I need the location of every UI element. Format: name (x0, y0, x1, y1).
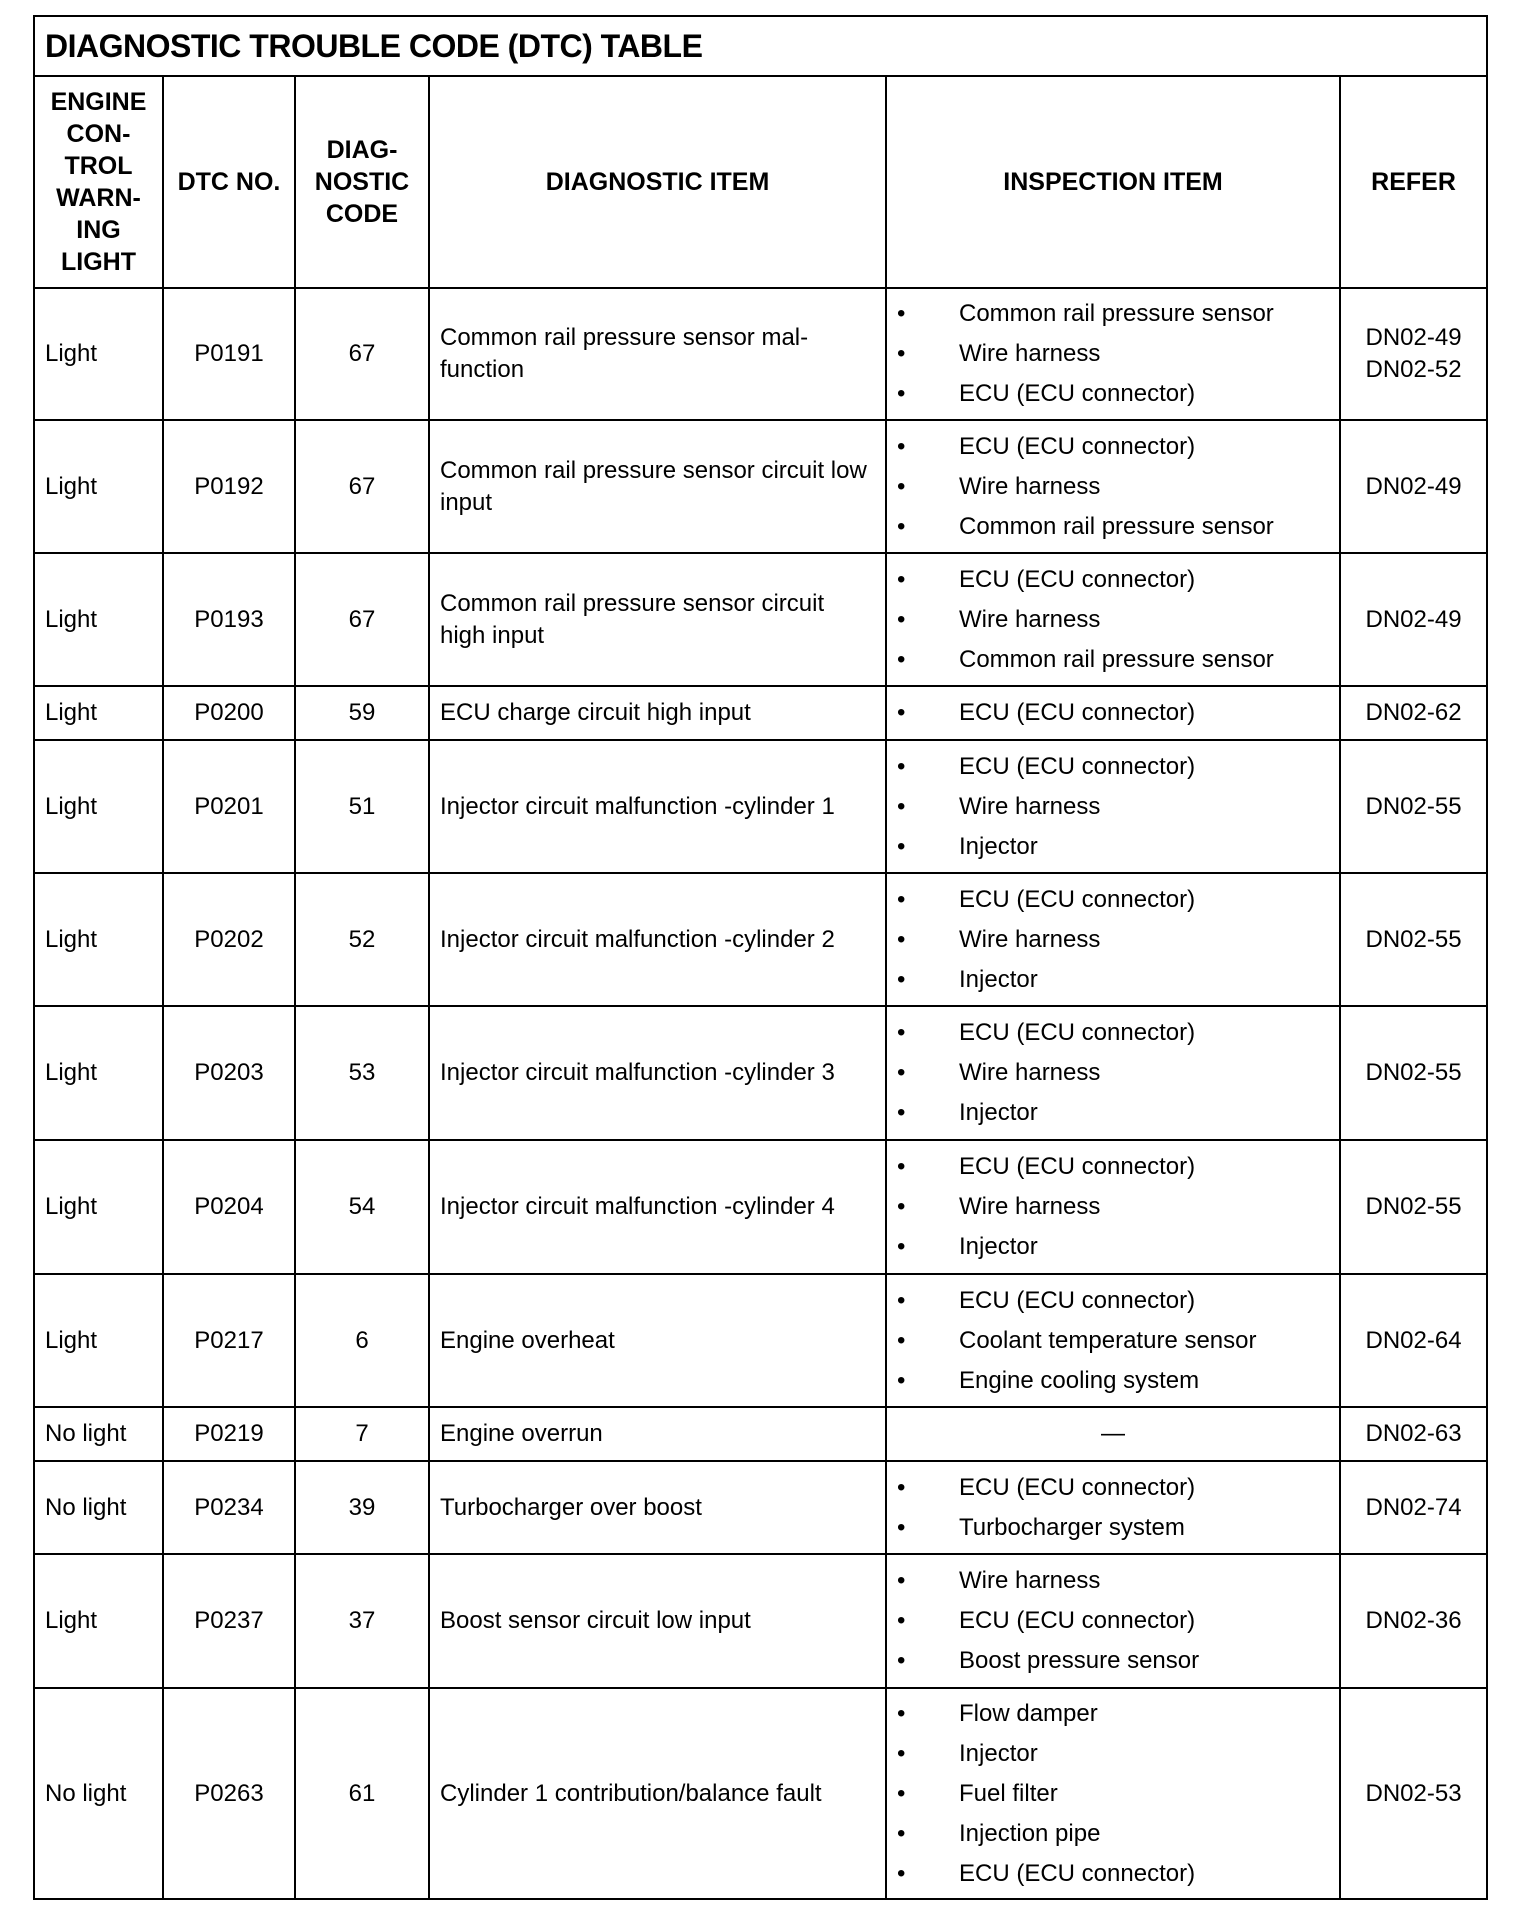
inspection-text: ECU (ECU connector) (959, 1153, 1196, 1180)
dtc-no-cell: P0193 (163, 553, 295, 686)
dtc-no-cell: P0263 (163, 1688, 295, 1899)
bullet-icon: • (897, 300, 906, 327)
refer-page-link: DN02-49 (1365, 605, 1462, 633)
header-inspection-item: INSPECTION ITEM (886, 76, 1340, 288)
inspection-list (887, 1013, 1339, 1133)
bullet-icon: • (897, 885, 906, 913)
warning-light-cell: Light (34, 873, 163, 1006)
inspection-list (887, 747, 1339, 867)
inspection-list-item (887, 374, 1339, 414)
refer-page-link: DN02-55 (1365, 1059, 1462, 1086)
inspection-text: Wire harness (959, 340, 1101, 367)
bullet-icon: • (897, 340, 906, 367)
bullet-icon: • (897, 1699, 906, 1727)
diagnostic-code-cell: 37 (295, 1554, 429, 1688)
refer-cell (1340, 288, 1487, 420)
diagnostic-code-cell: 67 (295, 288, 429, 420)
inspection-text: Wire harness (959, 605, 1101, 633)
inspection-text: Injector (959, 1739, 1038, 1767)
inspection-list-item (887, 1601, 1339, 1641)
bullet-icon: • (897, 1859, 906, 1887)
table-row (34, 553, 1487, 686)
warning-light-cell: No light (34, 1407, 163, 1461)
bullet-icon: • (897, 752, 906, 780)
inspection-text: Wire harness (959, 1567, 1101, 1594)
bullet-icon: • (897, 1059, 906, 1086)
inspection-list-item (887, 640, 1339, 680)
refer-cell (1340, 740, 1487, 873)
inspection-list-item (887, 1694, 1339, 1734)
inspection-text: Wire harness (959, 925, 1101, 953)
inspection-item-cell (886, 420, 1340, 553)
diagnostic-item-cell: Injector circuit malfunction -cylinder 3 (429, 1006, 886, 1140)
dtc-no-cell: P0192 (163, 420, 295, 553)
warning-light-cell: Light (34, 1274, 163, 1407)
refer-page-link: DN02-49 (1365, 472, 1462, 500)
dtc-no-cell: P0203 (163, 1006, 295, 1140)
diagnostic-code-cell: 54 (295, 1140, 429, 1274)
warning-light-cell: Light (34, 1006, 163, 1140)
warning-light-cell: Light (34, 553, 163, 686)
bullet-icon: • (897, 1153, 906, 1180)
diagnostic-item-cell: Common rail pressure sensor mal- function (429, 288, 886, 420)
refer-page-link: DN02-55 (1365, 925, 1462, 953)
inspection-text: Engine cooling system (959, 1366, 1200, 1394)
refer-page-link: DN02-36 (1365, 1607, 1462, 1634)
bullet-icon: • (897, 380, 906, 407)
inspection-item-cell (886, 1554, 1340, 1688)
bullet-icon: • (897, 1739, 906, 1767)
inspection-text: ECU (ECU connector) (959, 565, 1196, 593)
table-row (34, 1407, 1487, 1461)
table-row (34, 1461, 1487, 1554)
header-refer: REFER (1340, 76, 1487, 288)
inspection-text: Injector (959, 1099, 1038, 1126)
diagnostic-item-cell: Injector circuit malfunction -cylinder 1 (429, 740, 886, 873)
bullet-icon: • (897, 1567, 906, 1594)
inspection-list-item (887, 1321, 1339, 1361)
refer-cell (1340, 1554, 1487, 1688)
warning-light-cell: Light (34, 288, 163, 420)
refer-page-link: DN02-55 (1365, 792, 1462, 820)
dtc-no-cell: P0217 (163, 1274, 295, 1407)
table-row (34, 686, 1487, 740)
inspection-text: ECU (ECU connector) (959, 1607, 1196, 1634)
bullet-icon: • (897, 965, 906, 993)
bullet-icon: • (897, 1366, 906, 1394)
inspection-list (887, 1468, 1339, 1548)
dtc-no-cell: P0234 (163, 1461, 295, 1554)
bullet-icon: • (897, 1099, 906, 1126)
inspection-list (887, 1561, 1339, 1681)
inspection-list-item (887, 427, 1339, 467)
inspection-list (887, 427, 1339, 547)
table-row (34, 1554, 1487, 1688)
inspection-item-cell (886, 1461, 1340, 1554)
inspection-text: Wire harness (959, 1193, 1101, 1220)
bullet-icon: • (897, 1819, 906, 1847)
refer-cell (1340, 1407, 1487, 1461)
inspection-text: Injector (959, 1233, 1038, 1260)
inspection-list-item (887, 787, 1339, 827)
inspection-text: ECU (ECU connector) (959, 432, 1196, 460)
inspection-text: Coolant temperature sensor (959, 1326, 1257, 1354)
inspection-list (887, 880, 1339, 1000)
table-row (34, 1140, 1487, 1274)
table-row (34, 1274, 1487, 1407)
inspection-text: Flow damper (959, 1699, 1098, 1727)
bullet-icon: • (897, 565, 906, 593)
diagnostic-item-cell: Cylinder 1 contribution/balance fault (429, 1688, 886, 1899)
inspection-list-item (887, 1734, 1339, 1774)
bullet-icon: • (897, 1193, 906, 1220)
refer-cell (1340, 420, 1487, 553)
inspection-text: ECU (ECU connector) (959, 1019, 1196, 1046)
dtc-no-cell: P0200 (163, 686, 295, 740)
dtc-no-cell: P0219 (163, 1407, 295, 1461)
inspection-text: ECU (ECU connector) (959, 752, 1196, 780)
inspection-text: ECU (ECU connector) (959, 1473, 1196, 1501)
inspection-list-item (887, 1361, 1339, 1401)
inspection-text: ECU (ECU connector) (959, 1286, 1196, 1314)
inspection-list-item (887, 693, 1339, 733)
table-row (34, 873, 1487, 1006)
bullet-icon: • (897, 1019, 906, 1046)
warning-light-cell: No light (34, 1688, 163, 1899)
inspection-list-item (887, 960, 1339, 1000)
inspection-text: Turbocharger system (959, 1513, 1185, 1541)
inspection-item-cell (886, 873, 1340, 1006)
diagnostic-item-cell: Turbocharger over boost (429, 1461, 886, 1554)
inspection-list-item (887, 1468, 1339, 1508)
inspection-list (887, 294, 1339, 414)
header-diagnostic-code: DIAG- NOSTIC CODE (295, 76, 429, 288)
warning-light-cell: Light (34, 1140, 163, 1274)
diagnostic-item-cell: ECU charge circuit high input (429, 686, 886, 740)
inspection-text: Wire harness (959, 472, 1101, 500)
inspection-list-item (887, 1093, 1339, 1133)
header-dtc-no: DTC NO. (163, 76, 295, 288)
refer-cell (1340, 686, 1487, 740)
inspection-text: Fuel filter (959, 1779, 1058, 1807)
bullet-icon: • (897, 472, 906, 500)
bullet-icon: • (897, 699, 906, 726)
dtc-no-cell: P0204 (163, 1140, 295, 1274)
inspection-list-item (887, 294, 1339, 334)
inspection-text: ECU (ECU connector) (959, 699, 1196, 726)
diagnostic-item-cell: Injector circuit malfunction -cylinder 2 (429, 873, 886, 1006)
refer-page-link: DN02-62 (1365, 699, 1462, 726)
bullet-icon: • (897, 1779, 906, 1807)
inspection-item-cell (886, 288, 1340, 420)
table-row (34, 1006, 1487, 1140)
inspection-text: ECU (ECU connector) (959, 885, 1196, 913)
inspection-list-item (887, 507, 1339, 547)
refer-page-link: DN02-63 (1365, 1420, 1462, 1447)
inspection-text: Wire harness (959, 792, 1101, 820)
bullet-icon: • (897, 1473, 906, 1501)
bullet-icon: • (897, 1647, 906, 1674)
inspection-list (887, 560, 1339, 680)
bullet-icon: • (897, 645, 906, 673)
inspection-text: Injector (959, 832, 1038, 860)
diagnostic-code-cell: 61 (295, 1688, 429, 1899)
inspection-list-item (887, 1508, 1339, 1548)
bullet-icon: • (897, 432, 906, 460)
inspection-list-item (887, 467, 1339, 507)
warning-light-cell: Light (34, 1554, 163, 1688)
warning-light-cell: Light (34, 686, 163, 740)
inspection-item-cell (886, 740, 1340, 873)
bullet-icon: • (897, 1326, 906, 1354)
refer-page-link: DN02-74 (1365, 1493, 1462, 1521)
header-warning-light: ENGINE CON- TROL WARN- ING LIGHT (34, 76, 163, 288)
inspection-list-item (887, 1561, 1339, 1601)
inspection-list-item (887, 560, 1339, 600)
inspection-item-cell (886, 553, 1340, 686)
inspection-text: Common rail pressure sensor (959, 512, 1274, 540)
inspection-list-item (887, 827, 1339, 867)
inspection-item-cell (886, 686, 1340, 740)
diagnostic-code-cell: 6 (295, 1274, 429, 1407)
refer-cell (1340, 1006, 1487, 1140)
inspection-list (887, 1281, 1339, 1401)
bullet-icon: • (897, 832, 906, 860)
inspection-list-item (887, 1814, 1339, 1854)
bullet-icon: • (897, 1513, 906, 1541)
inspection-text: ECU (ECU connector) (959, 380, 1196, 407)
inspection-text: Common rail pressure sensor (959, 300, 1274, 327)
inspection-list-item (887, 880, 1339, 920)
bullet-icon: • (897, 512, 906, 540)
inspection-text: Wire harness (959, 1059, 1101, 1086)
refer-page-link: DN02-52 (1365, 356, 1462, 383)
table-row (34, 1688, 1487, 1899)
inspection-list-item (887, 747, 1339, 787)
inspection-item-cell: — (886, 1407, 1340, 1461)
bullet-icon: • (897, 925, 906, 953)
inspection-item-cell (886, 1140, 1340, 1274)
diagnostic-code-cell: 51 (295, 740, 429, 873)
diagnostic-code-cell: 53 (295, 1006, 429, 1140)
dtc-no-cell: P0202 (163, 873, 295, 1006)
diagnostic-code-cell: 59 (295, 686, 429, 740)
diagnostic-code-cell: 7 (295, 1407, 429, 1461)
warning-light-cell: Light (34, 740, 163, 873)
inspection-item-cell (886, 1274, 1340, 1407)
dtc-no-cell: P0191 (163, 288, 295, 420)
header-diagnostic-item: DIAGNOSTIC ITEM (429, 76, 886, 288)
diagnostic-code-cell: 67 (295, 420, 429, 553)
table-row (34, 288, 1487, 420)
inspection-list-item (887, 1227, 1339, 1267)
warning-light-cell: No light (34, 1461, 163, 1554)
table-title: DIAGNOSTIC TROUBLE CODE (DTC) TABLE (34, 16, 1487, 76)
inspection-list-item (887, 920, 1339, 960)
inspection-text: Injection pipe (959, 1819, 1101, 1847)
refer-cell (1340, 553, 1487, 686)
bullet-icon: • (897, 1607, 906, 1634)
inspection-list (887, 1147, 1339, 1267)
bullet-icon: • (897, 792, 906, 820)
diagnostic-item-cell: Common rail pressure sensor circuit low input (429, 420, 886, 553)
inspection-list (887, 693, 1339, 733)
inspection-text: Common rail pressure sensor (959, 645, 1274, 673)
inspection-text: ECU (ECU connector) (959, 1859, 1196, 1887)
diagnostic-item-cell: Injector circuit malfunction -cylinder 4 (429, 1140, 886, 1274)
diagnostic-item-cell: Common rail pressure sensor circuit high input (429, 553, 886, 686)
inspection-list-item (887, 1053, 1339, 1093)
bullet-icon: • (897, 1286, 906, 1314)
diagnostic-item-cell: Boost sensor circuit low input (429, 1554, 886, 1688)
refer-page-link: DN02-53 (1365, 1779, 1462, 1807)
refer-cell (1340, 1140, 1487, 1274)
dtc-no-cell: P0237 (163, 1554, 295, 1688)
inspection-list-item (887, 1774, 1339, 1814)
diagnostic-code-cell: 39 (295, 1461, 429, 1554)
inspection-text: Injector (959, 965, 1038, 993)
refer-page-link: DN02-64 (1365, 1326, 1462, 1354)
inspection-item-cell (886, 1688, 1340, 1899)
diagnostic-item-cell: Engine overheat (429, 1274, 886, 1407)
inspection-list-item (887, 600, 1339, 640)
inspection-list-item (887, 1641, 1339, 1681)
inspection-list-item (887, 1281, 1339, 1321)
inspection-list-item (887, 1187, 1339, 1227)
refer-cell (1340, 1274, 1487, 1407)
table-row (34, 420, 1487, 553)
warning-light-cell: Light (34, 420, 163, 553)
bullet-icon: • (897, 605, 906, 633)
diagnostic-item-cell: Engine overrun (429, 1407, 886, 1461)
inspection-list-item (887, 334, 1339, 374)
refer-page-link: DN02-49 (1365, 324, 1462, 351)
inspection-list-item (887, 1854, 1339, 1894)
dtc-table (33, 15, 1488, 1900)
refer-cell (1340, 1688, 1487, 1899)
inspection-text: Boost pressure sensor (959, 1647, 1200, 1674)
bullet-icon: • (897, 1233, 906, 1260)
inspection-list-item (887, 1147, 1339, 1187)
inspection-list (887, 1694, 1339, 1894)
refer-cell (1340, 873, 1487, 1006)
diagnostic-code-cell: 67 (295, 553, 429, 686)
diagnostic-code-cell: 52 (295, 873, 429, 1006)
inspection-list-item (887, 1013, 1339, 1053)
refer-cell (1340, 1461, 1487, 1554)
dtc-no-cell: P0201 (163, 740, 295, 873)
table-row (34, 740, 1487, 873)
refer-page-link: DN02-55 (1365, 1193, 1462, 1220)
inspection-item-cell (886, 1006, 1340, 1140)
